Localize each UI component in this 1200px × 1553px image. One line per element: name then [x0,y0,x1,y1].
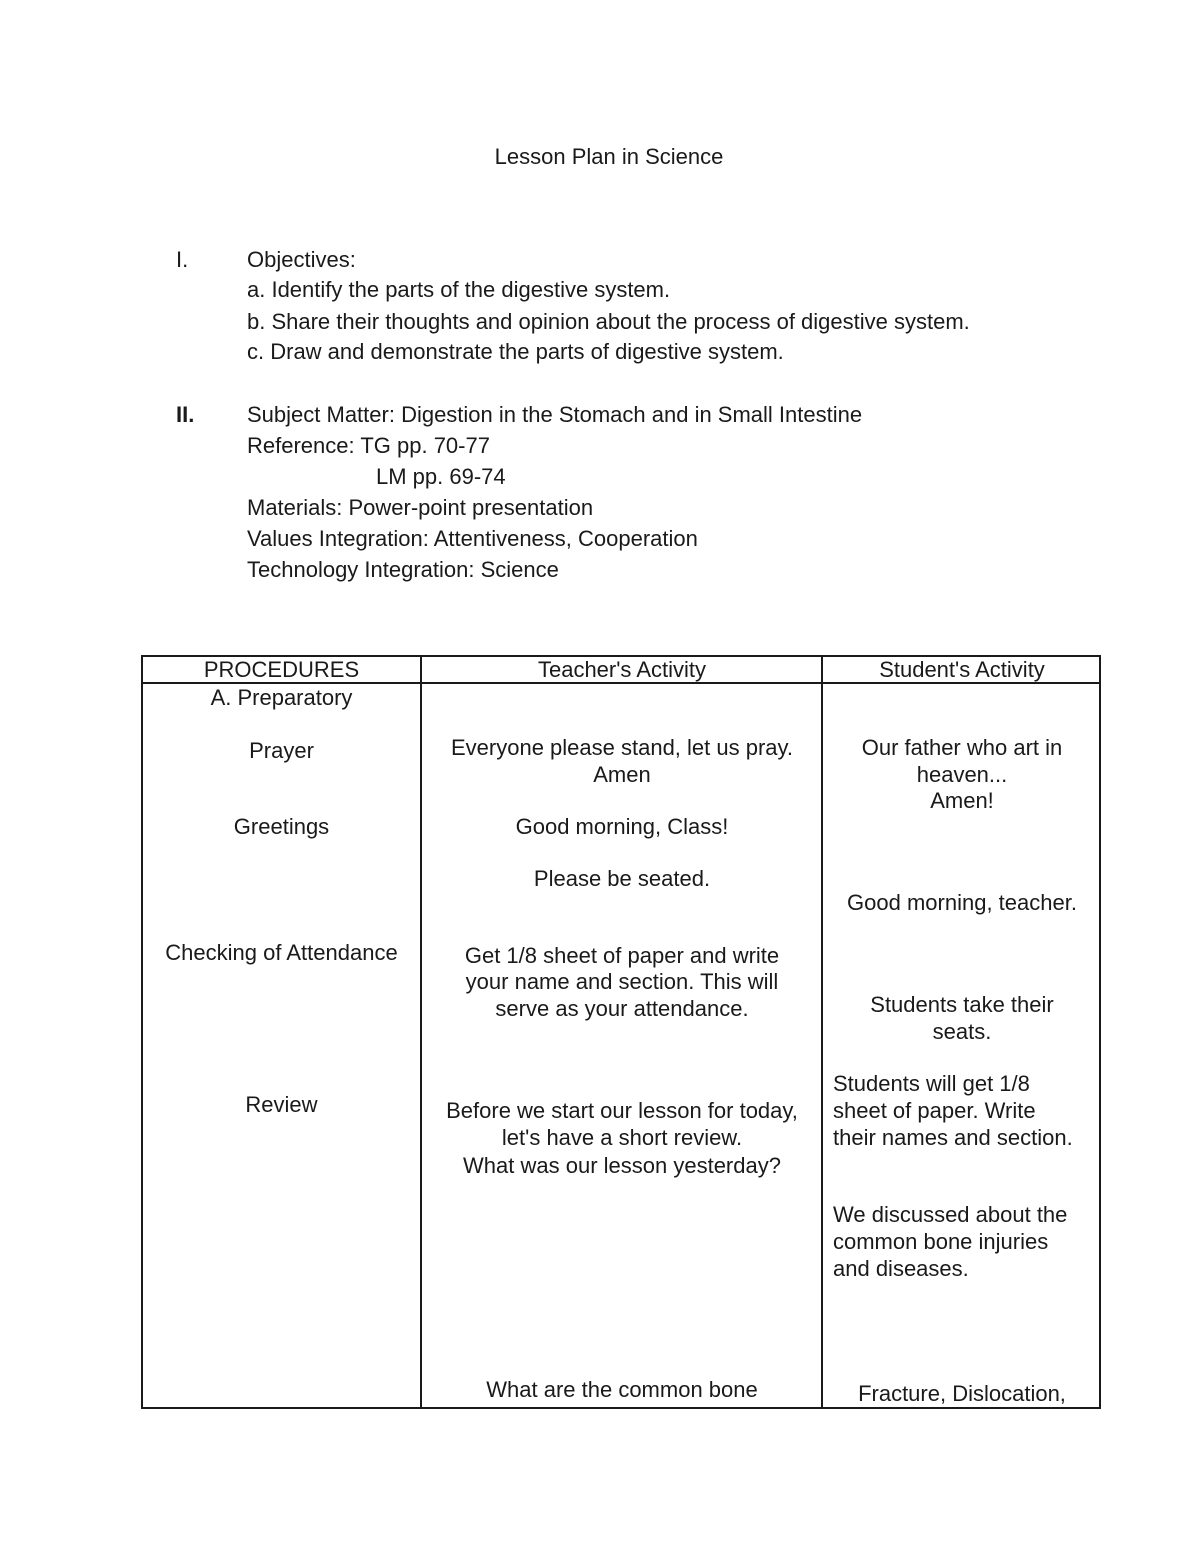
page-title: Lesson Plan in Science [494,144,724,169]
section-1-numeral: I. [176,247,189,272]
procedure-prayer: Prayer [249,738,314,763]
objective-a: a. Identify the parts of the digestive system. [247,277,671,302]
teacher-review-line-1: Before we start our lesson for today, [446,1098,798,1123]
student-seats-line-2: seats. [932,1019,992,1044]
reference-lm: LM pp. 69-74 [376,464,506,489]
technology-integration: Technology Integration: Science [247,557,559,582]
teacher-attendance-line-3: serve as your attendance. [495,996,749,1021]
objective-c: c. Draw and demonstrate the parts of digestive system. [247,339,784,364]
teacher-attendance-line-2: your name and section. This will [465,969,779,994]
student-greeting: Good morning, teacher. [847,890,1077,915]
student-prayer-amen: Amen! [930,788,994,813]
section-2-numeral: II. [176,402,195,427]
teacher-prayer-amen: Amen [593,762,651,787]
student-discussed-line-1: We discussed about the [833,1202,1068,1227]
reference: Reference: TG pp. 70-77 [247,433,490,458]
teacher-attendance-line-1: Get 1/8 sheet of paper and write [464,943,780,968]
teacher-review-line-3: What was our lesson yesterday? [463,1153,781,1178]
student-paper-line-3: their names and section. [833,1125,1073,1150]
table-divider [420,655,422,1409]
values-integration: Values Integration: Attentiveness, Cooperation [247,526,698,551]
teacher-review-line-2: let's have a short review. [501,1125,743,1150]
student-paper-line-1: Students will get 1/8 [833,1071,1030,1096]
procedure-review: Review [245,1092,318,1117]
header-student-activity: Student's Activity [879,657,1045,682]
procedure-preparatory: A. Preparatory [210,685,353,710]
materials: Materials: Power-point presentation [247,495,594,520]
student-discussed-line-2: common bone injuries [833,1229,1049,1254]
student-paper-line-2: sheet of paper. Write [833,1098,1036,1123]
student-prayer-line-1: Our father who art in [861,735,1063,760]
table-divider [821,655,823,1409]
procedure-attendance: Checking of Attendance [165,940,398,965]
student-discussed-line-3: and diseases. [833,1256,969,1281]
subject-matter: Subject Matter: Digestion in the Stomach and in Small Intestine [247,402,863,427]
teacher-greeting: Good morning, Class! [515,814,729,839]
student-seats-line-1: Students take their [870,992,1054,1017]
teacher-seated: Please be seated. [533,866,711,891]
student-answer: Fracture, Dislocation, [858,1381,1066,1406]
student-prayer-line-2: heaven... [916,762,1008,787]
header-procedures: PROCEDURES [203,657,360,682]
header-teacher-activity: Teacher's Activity [537,657,707,682]
objectives-heading: Objectives: [247,247,356,272]
objective-b: b. Share their thoughts and opinion about the process of digestive system. [247,309,970,334]
teacher-prayer-line: Everyone please stand, let us pray. [450,735,793,760]
procedure-greetings: Greetings [233,814,330,839]
teacher-question: What are the common bone [486,1377,758,1402]
